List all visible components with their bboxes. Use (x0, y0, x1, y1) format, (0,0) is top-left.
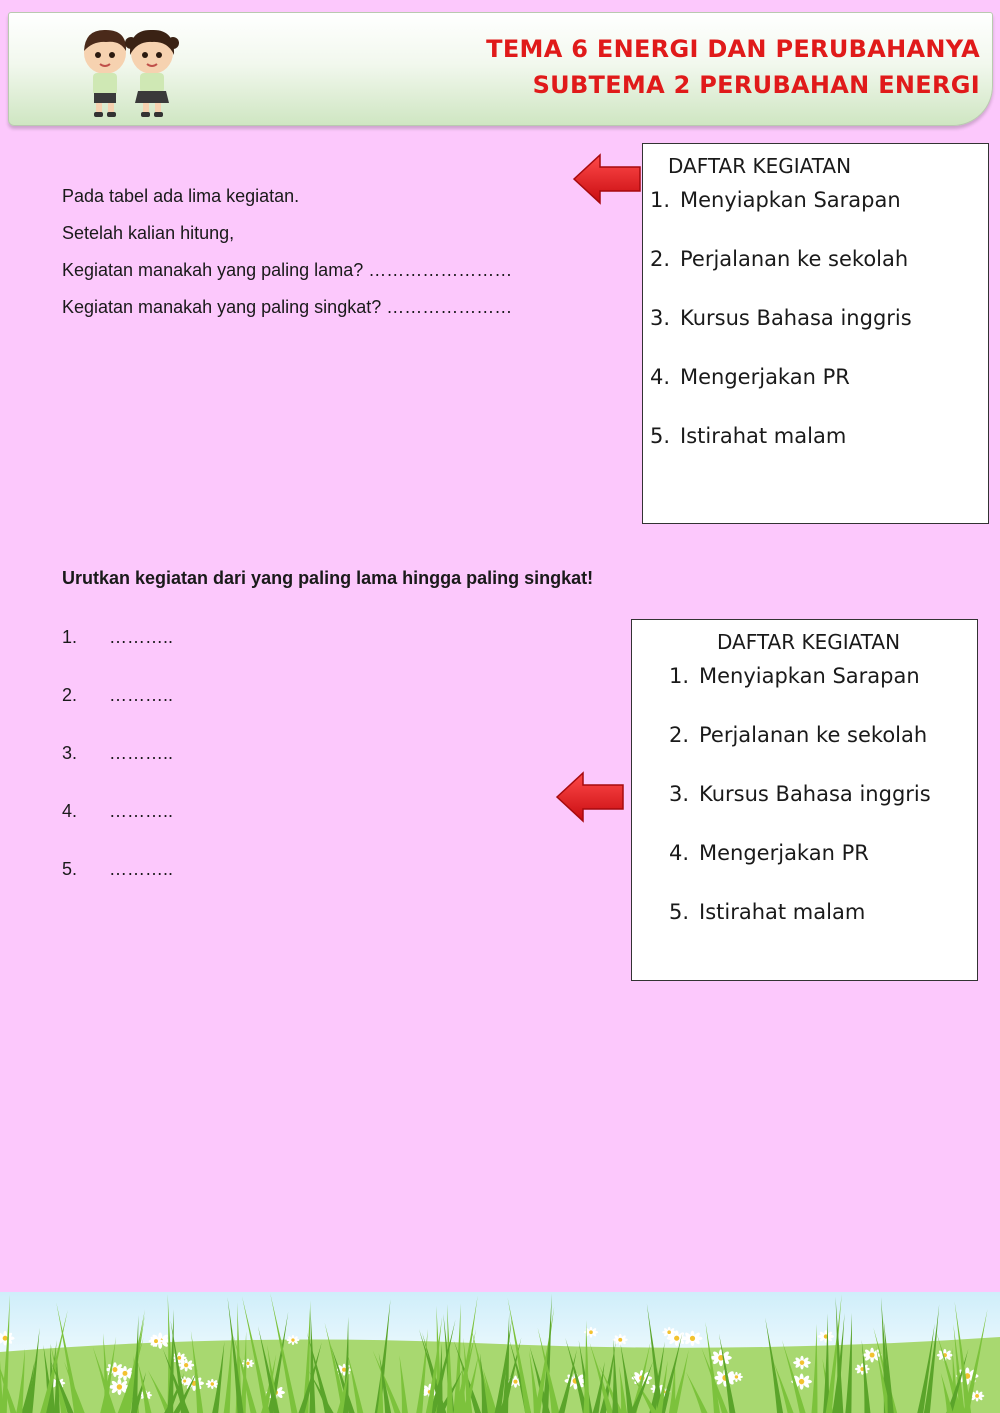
item-label: Menyiapkan Sarapan (680, 188, 901, 212)
grass-flowers-footer (0, 1292, 1000, 1413)
item-number: 1. (650, 188, 671, 212)
answer-item[interactable] (62, 852, 173, 910)
title-line-1: TEMA 6 ENERGI DAN PERUBAHANYA (486, 35, 980, 63)
list-item (650, 348, 988, 407)
two-kids-icon (75, 23, 183, 118)
list-item (669, 883, 977, 942)
item-number: 2. (650, 247, 671, 271)
daisy-icon (793, 1356, 811, 1370)
question-shortest: Kegiatan manakah yang paling singkat? ………………… (62, 297, 513, 317)
item-label: Perjalanan ke sekolah (680, 247, 909, 271)
answer-blank[interactable]: ……….. (109, 627, 174, 647)
sort-instruction: Urutkan kegiatan dari yang paling lama hingga paling singkat! (62, 568, 594, 588)
answer-item[interactable] (62, 736, 173, 794)
item-label: Perjalanan ke sekolah (699, 723, 928, 747)
daisy-icon (683, 1331, 703, 1347)
daisy-icon (106, 1362, 125, 1377)
list-item (650, 407, 988, 466)
activity-list-box (642, 143, 989, 524)
item-label: Mengerjakan PR (680, 365, 850, 389)
list-item (669, 706, 977, 765)
daisy-icon (242, 1359, 254, 1369)
answer-blank[interactable]: ……….. (109, 743, 174, 763)
item-number: 4. (650, 365, 671, 389)
daisy-icon (287, 1335, 300, 1345)
page-title (486, 31, 980, 103)
item-number: 3. (669, 782, 690, 806)
answer-list (62, 620, 173, 910)
answer-item[interactable] (62, 794, 173, 852)
answer-item[interactable] (62, 678, 173, 736)
list-item (669, 765, 977, 824)
daisy-icon (662, 1327, 676, 1338)
activity-list (632, 647, 977, 942)
activity-list-title: DAFTAR KEGIATAN (668, 154, 852, 178)
item-number: 2. (669, 723, 690, 747)
item-number: 5. (650, 424, 671, 448)
answer-number: 1. (62, 627, 78, 647)
activity-list (643, 171, 988, 466)
item-number: 1. (669, 664, 690, 688)
daisy-icon (149, 1335, 164, 1347)
answer-number: 4. (62, 801, 78, 821)
intro-line: Pada tabel ada lima kegiatan. (62, 186, 300, 206)
intro-questions (62, 178, 582, 326)
title-line-2: SUBTEMA 2 PERUBAHAN ENERGI (532, 71, 980, 99)
item-label: Kursus Bahasa inggris (699, 782, 931, 806)
answer-number: 5. (62, 859, 78, 879)
left-arrow-icon (572, 152, 642, 206)
list-item (650, 230, 988, 289)
list-item (669, 824, 977, 883)
answer-blank[interactable]: ……….. (109, 685, 174, 705)
daisy-icon (855, 1363, 870, 1375)
list-item (669, 647, 977, 706)
item-label: Istirahat malam (699, 900, 866, 924)
item-number: 4. (669, 841, 690, 865)
answer-blank[interactable]: ……….. (109, 801, 174, 821)
daisy-icon (172, 1352, 187, 1363)
item-number: 5. (669, 900, 690, 924)
daisy-icon (818, 1330, 834, 1343)
item-label: Istirahat malam (680, 424, 847, 448)
item-label: Mengerjakan PR (699, 841, 869, 865)
activity-list-title: DAFTAR KEGIATAN (717, 630, 901, 654)
answer-item[interactable] (62, 620, 173, 678)
left-arrow-icon (555, 770, 625, 824)
intro-line: Setelah kalian hitung, (62, 223, 235, 243)
daisy-icon (613, 1334, 628, 1346)
daisy-icon (730, 1372, 743, 1382)
daisy-icon (206, 1379, 219, 1389)
item-label: Kursus Bahasa inggris (680, 306, 912, 330)
answer-number: 3. (62, 743, 78, 763)
daisy-icon (178, 1359, 194, 1372)
header-banner (8, 12, 993, 126)
daisy-icon (710, 1349, 732, 1366)
item-number: 3. (650, 306, 671, 330)
answer-blank[interactable]: ……….. (109, 859, 174, 879)
list-item (650, 289, 988, 348)
answer-number: 2. (62, 685, 78, 705)
activity-list-box (631, 619, 978, 981)
question-longest: Kegiatan manakah yang paling lama? …………………… (62, 260, 513, 280)
list-item (650, 171, 988, 230)
item-label: Menyiapkan Sarapan (699, 664, 920, 688)
